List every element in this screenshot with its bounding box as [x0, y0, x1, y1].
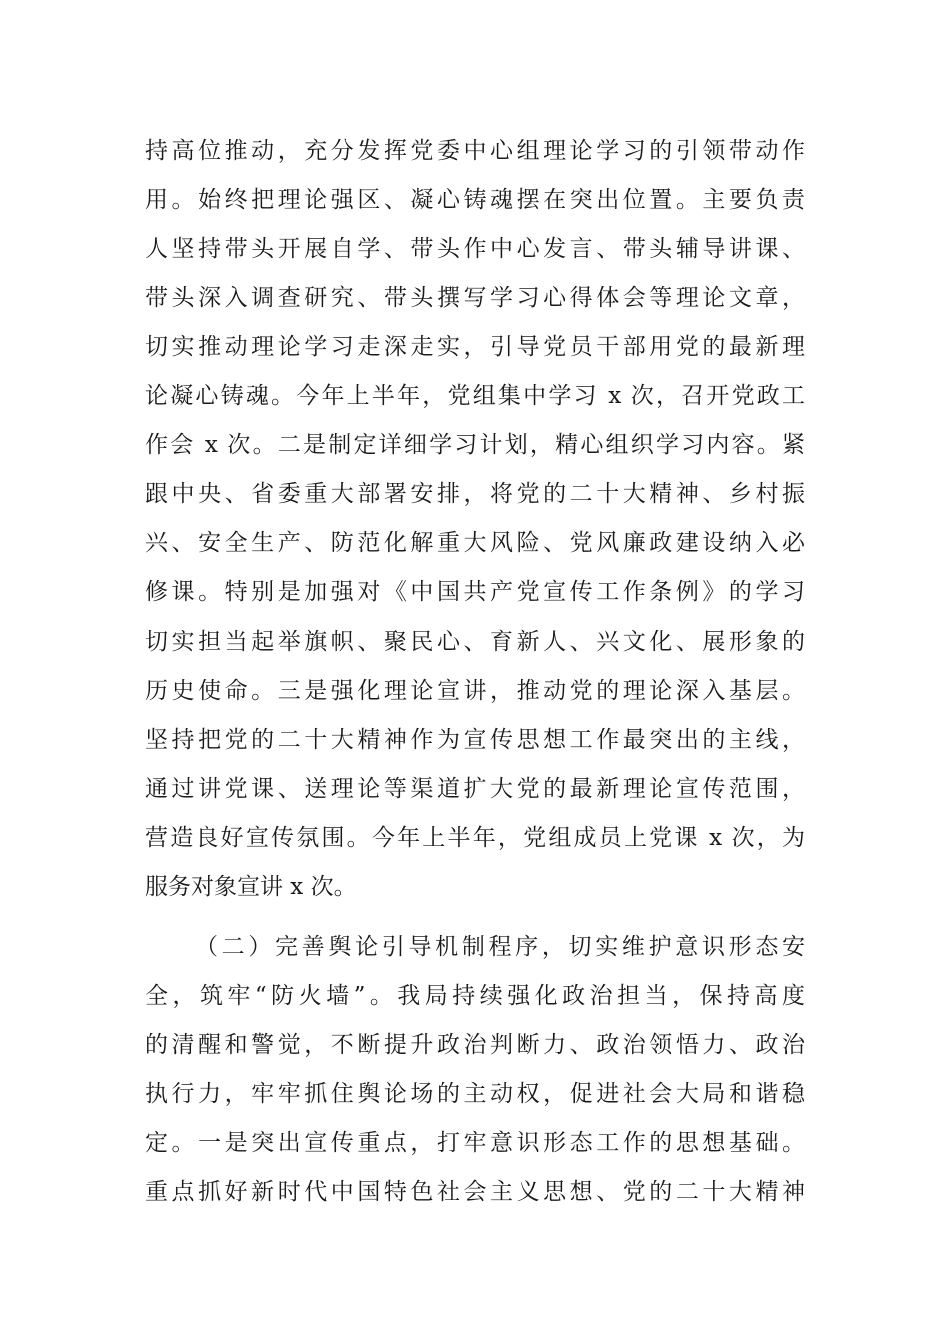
text-line: 修课。特别是加强对《中国共产党宣传工作条例》的学习 [145, 579, 805, 605]
text-line: 重点抓好新时代中国特色社会主义思想、党的二十大精神 [145, 1179, 805, 1205]
text-line: 人坚持带头开展自学、带头作中心发言、带头辅导讲课、 [145, 236, 805, 262]
text-line: 全，筑牢“防火墙”。我局持续强化政治担当，保持高度 [145, 983, 805, 1009]
text-line: 坚持把党的二十大精神作为宣传思想工作最突出的主线， [145, 727, 805, 753]
text-line: 切实担当起举旗帜、聚民心、育新人、兴文化、展形象的 [145, 629, 805, 655]
text-line: 执行力，牢牢抓住舆论场的主动权，促进社会大局和谐稳 [145, 1081, 805, 1107]
text-line: 切实推动理论学习走深走实，引导党员干部用党的最新理 [145, 334, 805, 360]
text-line: 历史使命。三是强化理论宣讲，推动党的理论深入基层。 [145, 678, 805, 704]
text-line: 持高位推动，充分发挥党委中心组理论学习的引领带动作 [145, 138, 805, 164]
section-heading-line: （二）完善舆论引导机制程序，切实维护意识形态安 [195, 934, 805, 960]
text-line: 用。始终把理论强区、凝心铸魂摆在突出位置。主要负责 [145, 187, 805, 213]
text-line: 定。一是突出宣传重点，打牢意识形态工作的思想基础。 [145, 1130, 805, 1156]
text-line: 营造良好宣传氛围。今年上半年，党组成员上党课 x 次，为 [145, 825, 805, 851]
text-line: 兴、安全生产、防范化解重大风险、党风廉政建设纳入必 [145, 530, 805, 556]
text-line: 跟中央、省委重大部署安排，将党的二十大精神、乡村振 [145, 481, 805, 507]
text-line: 作会 x 次。二是制定详细学习计划，精心组织学习内容。紧 [145, 432, 805, 458]
text-line: 服务对象宣讲 x 次。 [145, 874, 357, 900]
text-line: 带头深入调查研究、带头撰写学习心得体会等理论文章， [145, 285, 805, 311]
text-line: 通过讲党课、送理论等渠道扩大党的最新理论宣传范围， [145, 776, 805, 802]
text-line: 的清醒和警觉，不断提升政治判断力、政治领悟力、政治 [145, 1032, 805, 1058]
text-line: 论凝心铸魂。今年上半年，党组集中学习 x 次，召开党政工 [145, 383, 805, 409]
